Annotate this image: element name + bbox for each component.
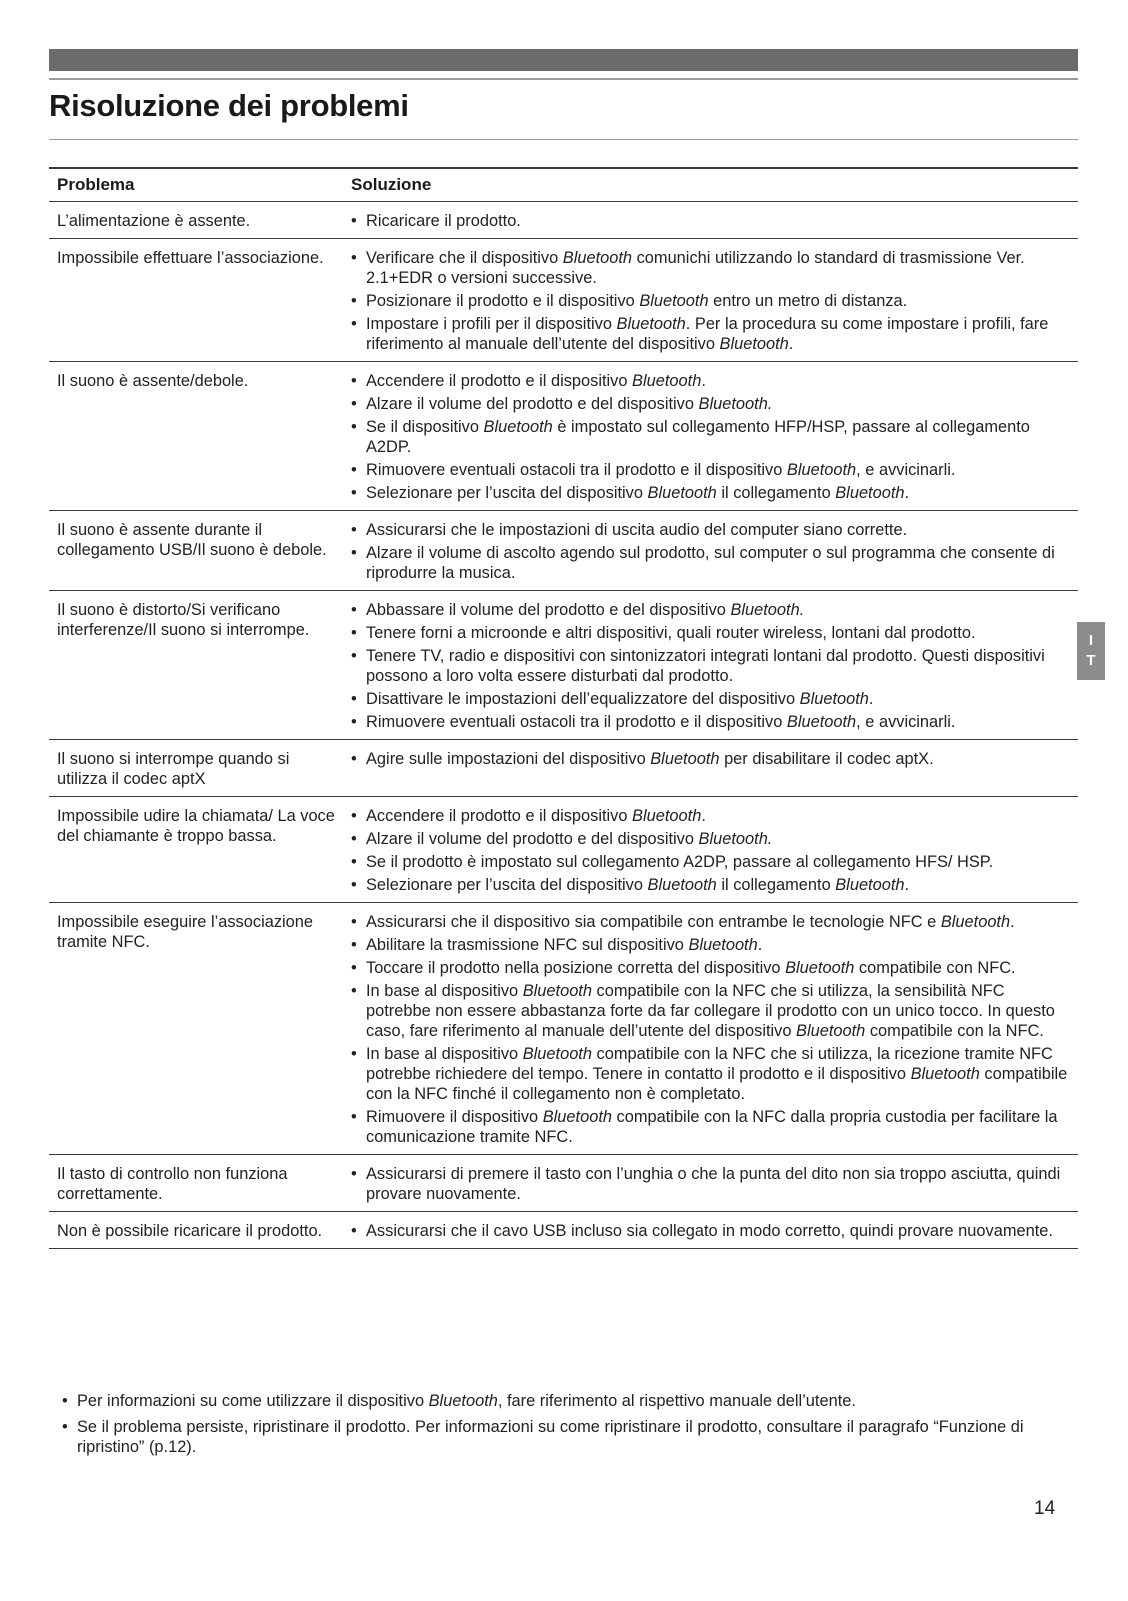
solution-list: [351, 600, 1068, 732]
solution-cell: [343, 239, 1078, 362]
table-row: [49, 1212, 1078, 1249]
solution-item: • Alzare il volume di ascolto agendo sul prodotto, sul computer o sul programma che consente di riprodurre la musica.: [351, 543, 1068, 583]
solution-item: • Abbassare il volume del prodotto e del dispositivo Bluetooth.: [351, 600, 1068, 620]
solution-cell: [343, 511, 1078, 591]
solution-item: • Rimuovere il dispositivo Bluetooth compatibile con la NFC dalla propria custodia per facilitare la comunicazione tramite NFC.: [351, 1107, 1068, 1147]
problem-cell: Il suono è assente/debole.: [57, 372, 249, 390]
solution-item: • Agire sulle impostazioni del dispositivo Bluetooth per disabilitare il codec aptX.: [351, 749, 1068, 769]
solution-cell: [343, 797, 1078, 903]
solution-item: • Ricaricare il prodotto.: [351, 211, 1068, 231]
solution-item: • Rimuovere eventuali ostacoli tra il prodotto e il dispositivo Bluetooth, e avvicinarli.: [351, 712, 1068, 732]
solution-item: • Rimuovere eventuali ostacoli tra il prodotto e il dispositivo Bluetooth, e avvicinarli.: [351, 460, 1068, 480]
solution-item: • Assicurarsi che il dispositivo sia compatibile con entrambe le tecnologie NFC e Bluetooth.: [351, 912, 1068, 932]
solution-cell: [343, 591, 1078, 740]
header-rule: [49, 78, 1078, 80]
solution-item: • Se il prodotto è impostato sul collegamento A2DP, passare al collegamento HFS/ HSP.: [351, 852, 1068, 872]
solution-item: • Alzare il volume del prodotto e del dispositivo Bluetooth.: [351, 829, 1068, 849]
solution-cell: [343, 1212, 1078, 1249]
solution-cell: [343, 903, 1078, 1155]
page-number: 14: [1034, 1498, 1056, 1519]
solution-item: • Accendere il prodotto e il dispositivo Bluetooth.: [351, 371, 1068, 391]
solution-list: [351, 1221, 1068, 1241]
solution-list: [351, 912, 1068, 1147]
solution-list: [351, 1164, 1068, 1204]
solution-item: • Posizionare il prodotto e il dispositivo Bluetooth entro un metro di distanza.: [351, 291, 1068, 311]
solution-list: [351, 749, 1068, 769]
solution-item: • Toccare il prodotto nella posizione corretta del dispositivo Bluetooth compatibile con NFC.: [351, 958, 1068, 978]
problem-cell: Il suono si interrompe quando si utilizza il codec aptX: [57, 750, 290, 788]
solution-item: • Verificare che il dispositivo Bluetooth comunichi utilizzando lo standard di trasmissione Ver. 2.1+EDR o versioni successive.: [351, 248, 1068, 288]
solution-column-header: Soluzione: [351, 175, 432, 194]
solution-list: [351, 806, 1068, 895]
language-tab-letter: T: [1086, 652, 1096, 669]
problem-cell: Il tasto di controllo non funziona correttamente.: [57, 1165, 288, 1203]
table-row: [49, 202, 1078, 239]
solution-item: • Tenere TV, radio e dispositivi con sintonizzatori integrati lontani dal prodotto. Questi dispositivi possono a loro volta essere disturbati dal prodotto.: [351, 646, 1068, 686]
table-row: [49, 511, 1078, 591]
solution-cell: [343, 1155, 1078, 1212]
problem-column-header: Problema: [57, 175, 135, 194]
table-row: [49, 362, 1078, 511]
solution-item: • Accendere il prodotto e il dispositivo Bluetooth.: [351, 806, 1068, 826]
solution-item: • Se il dispositivo Bluetooth è impostato sul collegamento HFP/HSP, passare al collegamento A2DP.: [351, 417, 1068, 457]
solution-item: • Impostare i profili per il dispositivo Bluetooth. Per la procedura su come impostare i profili, fare riferimento al manuale dell’utente del dispositivo Bluetooth.: [351, 314, 1068, 354]
title-rule: [49, 139, 1078, 140]
problem-cell: Il suono è distorto/Si verificano interferenze/Il suono si interrompe.: [57, 601, 310, 639]
header-bar: [49, 49, 1078, 71]
table-header-row: [49, 168, 1078, 202]
problem-cell: Il suono è assente durante il collegamento USB/Il suono è debole.: [57, 521, 327, 559]
solution-list: [351, 371, 1068, 503]
problem-cell: L’alimentazione è assente.: [57, 212, 251, 230]
table-row: [49, 591, 1078, 740]
problem-cell: Impossibile effettuare l’associazione.: [57, 249, 324, 267]
solution-cell: [343, 740, 1078, 797]
solution-item: • In base al dispositivo Bluetooth compatibile con la NFC che si utilizza, la sensibilità NFC potrebbe non essere abbastanza forte da far collegare il prodotto con un unico tocco. In questo caso, fare riferimento al manuale dell’utente del dispositivo Bluetooth compatibile con la NFC.: [351, 981, 1068, 1041]
solution-cell: [343, 362, 1078, 511]
solution-item: • Selezionare per l’uscita del dispositivo Bluetooth il collegamento Bluetooth.: [351, 875, 1068, 895]
solution-list: [351, 211, 1068, 231]
table-row: [49, 239, 1078, 362]
troubleshooting-table: [49, 167, 1078, 1249]
table-row: [49, 797, 1078, 903]
solution-item: • Assicurarsi che le impostazioni di uscita audio del computer siano corrette.: [351, 520, 1068, 540]
language-tab: [1077, 622, 1105, 680]
solution-item: • Alzare il volume del prodotto e del dispositivo Bluetooth.: [351, 394, 1068, 414]
page-title: Risoluzione dei problemi: [49, 88, 409, 123]
table-body: [49, 202, 1078, 1249]
table-row: [49, 740, 1078, 797]
table-row: [49, 1155, 1078, 1212]
solution-item: • Assicurarsi che il cavo USB incluso sia collegato in modo corretto, quindi provare nuovamente.: [351, 1221, 1068, 1241]
solution-item: • Assicurarsi di premere il tasto con l’unghia o che la punta del dito non sia troppo asciutta, quindi provare nuovamente.: [351, 1164, 1068, 1204]
solution-list: [351, 520, 1068, 583]
notes-list: [62, 1391, 1062, 1463]
table-row: [49, 903, 1078, 1155]
note-item: • Per informazioni su come utilizzare il dispositivo Bluetooth, fare riferimento al rispettivo manuale dell’utente.: [62, 1391, 1062, 1411]
note-item: • Se il problema persiste, ripristinare il prodotto. Per informazioni su come ripristinare il prodotto, consultare il paragrafo “Funzione di ripristino” (p.12).: [62, 1417, 1062, 1457]
solution-item: • Tenere forni a microonde e altri dispositivi, quali router wireless, lontani dal prodotto.: [351, 623, 1068, 643]
problem-cell: Impossibile udire la chiamata/ La voce del chiamante è troppo bassa.: [57, 807, 335, 845]
solution-item: • Disattivare le impostazioni dell’equalizzatore del dispositivo Bluetooth.: [351, 689, 1068, 709]
solution-item: • Abilitare la trasmissione NFC sul dispositivo Bluetooth.: [351, 935, 1068, 955]
problem-cell: Impossibile eseguire l’associazione tramite NFC.: [57, 913, 314, 951]
language-tab-letter: I: [1088, 632, 1094, 649]
solution-item: • Selezionare per l’uscita del dispositivo Bluetooth il collegamento Bluetooth.: [351, 483, 1068, 503]
solution-cell: [343, 202, 1078, 239]
problem-cell: Non è possibile ricaricare il prodotto.: [57, 1222, 323, 1240]
solution-item: • In base al dispositivo Bluetooth compatibile con la NFC che si utilizza, la ricezione tramite NFC potrebbe richiedere del tempo. Tenere in contatto il prodotto e il dispositivo Bluetooth compatibile con la NFC finché il collegamento non è completato.: [351, 1044, 1068, 1104]
solution-list: [351, 248, 1068, 354]
